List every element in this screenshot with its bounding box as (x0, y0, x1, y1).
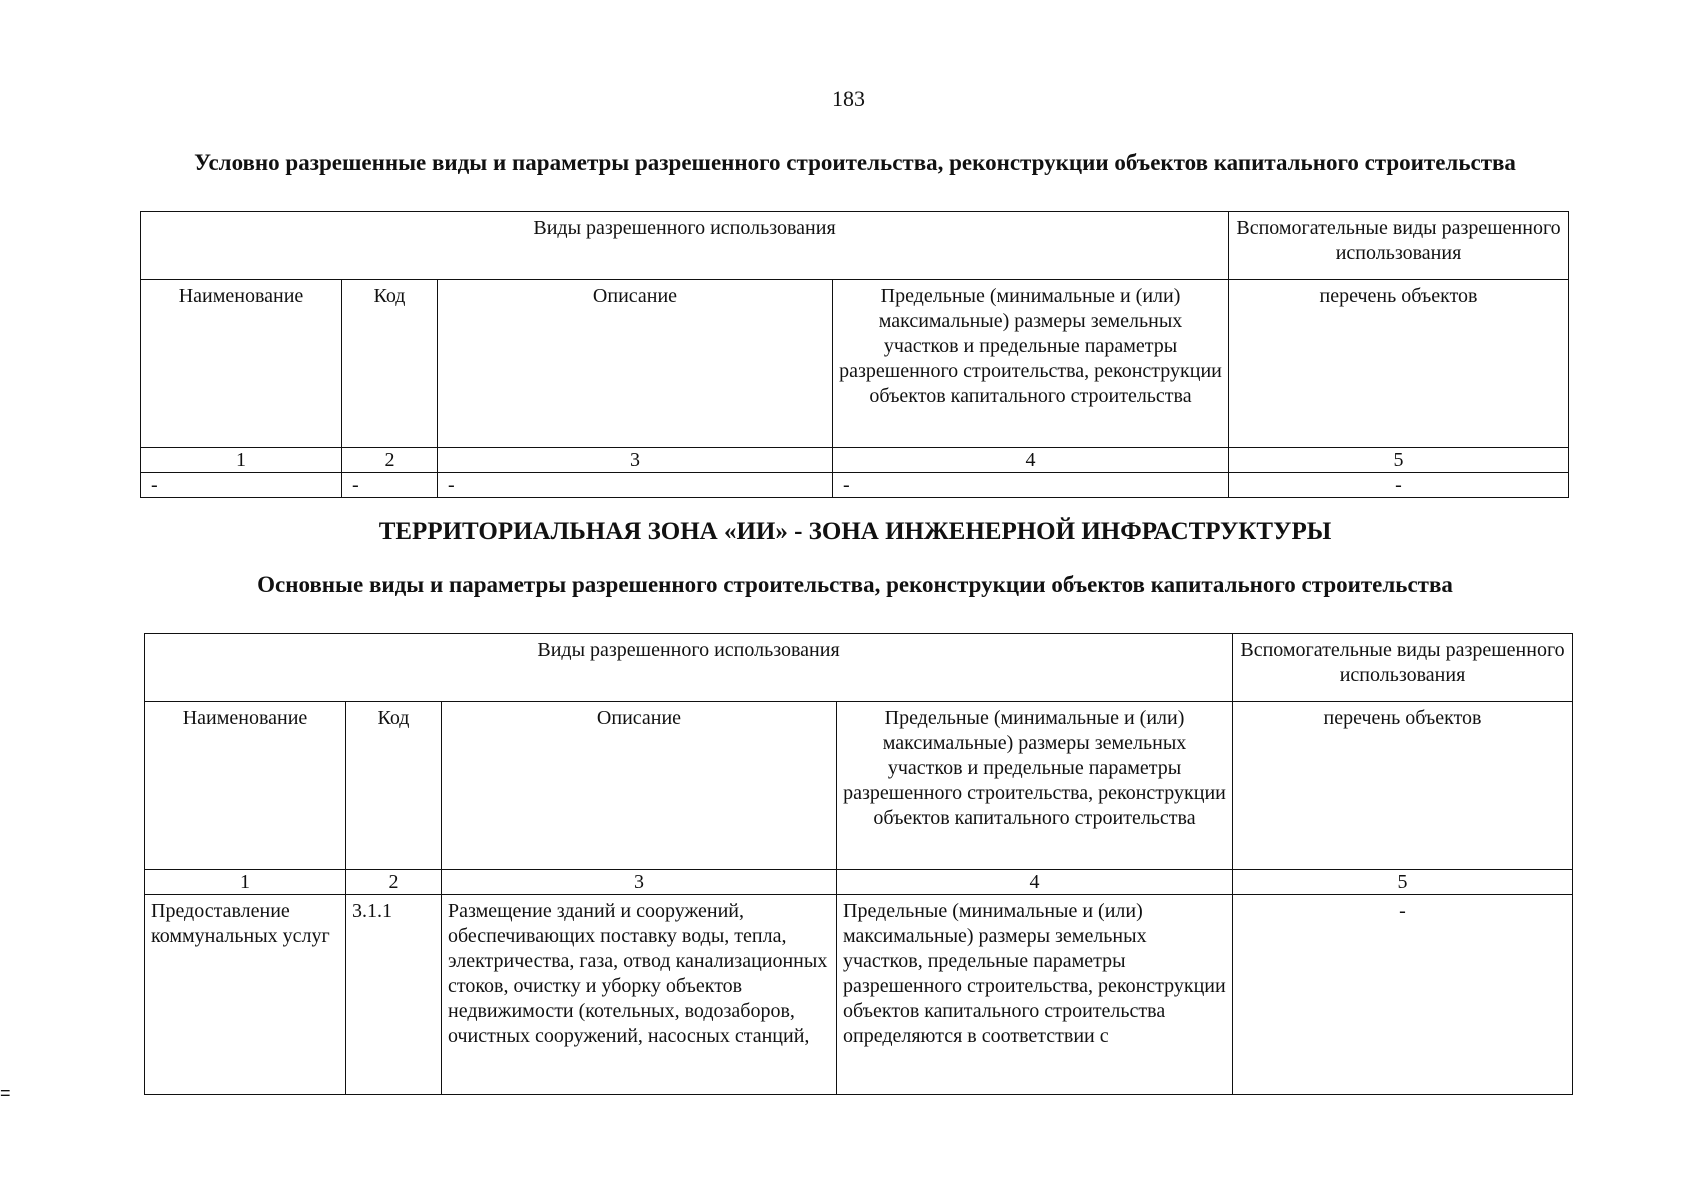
header-code: Код (342, 280, 438, 448)
header-objects: перечень объектов (1233, 702, 1573, 870)
header-group-aux: Вспомогательные виды разрешенного использования (1229, 212, 1569, 280)
header-group-main: Виды разрешенного использования (145, 634, 1233, 702)
page-number: 183 (832, 86, 865, 111)
header-name: Наименование (141, 280, 342, 448)
header-group-main: Виды разрешенного использования (141, 212, 1229, 280)
cell-code: - (342, 473, 438, 498)
header-group-aux: Вспомогательные виды разрешенного использования (1233, 634, 1573, 702)
main-uses-table (144, 633, 1573, 1095)
cell-code: 3.1.1 (346, 895, 442, 1095)
cell-description: - (438, 473, 833, 498)
column-number: 4 (837, 870, 1233, 895)
cell-name: Предоставление коммунальных услуг (145, 895, 346, 1095)
header-code: Код (346, 702, 442, 870)
header-objects: перечень объектов (1229, 280, 1569, 448)
section2-title: Основные виды и параметры разрешенного строительства, реконструкции объектов капитального строительства (257, 572, 1453, 597)
margin-mark: = (0, 1083, 11, 1103)
header-name: Наименование (145, 702, 346, 870)
cell-limits: - (833, 473, 1229, 498)
header-limits: Предельные (минимальные и (или) максимальные) размеры земельных участков и предельные параметры разрешенного строительства, реконструкции объектов капитального строительства (837, 702, 1233, 870)
header-limits: Предельные (минимальные и (или) максимальные) размеры земельных участков и предельные параметры разрешенного строительства, реконструкции объектов капитального строительства (833, 280, 1229, 448)
column-number: 1 (141, 448, 342, 473)
column-number: 5 (1229, 448, 1569, 473)
column-number: 5 (1233, 870, 1573, 895)
table-row (141, 473, 1569, 498)
header-description: Описание (438, 280, 833, 448)
column-number: 2 (342, 448, 438, 473)
column-number: 3 (438, 448, 833, 473)
column-number: 2 (346, 870, 442, 895)
column-number: 4 (833, 448, 1229, 473)
header-description: Описание (442, 702, 837, 870)
column-number: 3 (442, 870, 837, 895)
zone-title: ТЕРРИТОРИАЛЬНАЯ ЗОНА «ИИ» - ЗОНА ИНЖЕНЕРНОЙ ИНФРАСТРУКТУРЫ (378, 518, 1332, 545)
cell-name: - (141, 473, 342, 498)
table-row (145, 895, 1573, 1095)
column-number: 1 (145, 870, 346, 895)
cell-limits: Предельные (минимальные и (или) максимальные) размеры земельных участков, предельные параметры разрешенного строительства, реконструкции объектов капитального строительства определяются в соответствии с (837, 895, 1233, 1095)
section1-title: Условно разрешенные виды и параметры разрешенного строительства, реконструкции объектов капитального строительства (194, 150, 1516, 175)
cell-objects: - (1233, 895, 1573, 1095)
cell-objects: - (1229, 473, 1569, 498)
conditional-uses-table (140, 211, 1569, 498)
cell-description: Размещение зданий и сооружений, обеспечивающих поставку воды, тепла, электричества, газа, отвод канализационных стоков, очистку и уборку объектов недвижимости (котельных, водозаборов, очистных сооружений, насосных станций, (442, 895, 837, 1095)
